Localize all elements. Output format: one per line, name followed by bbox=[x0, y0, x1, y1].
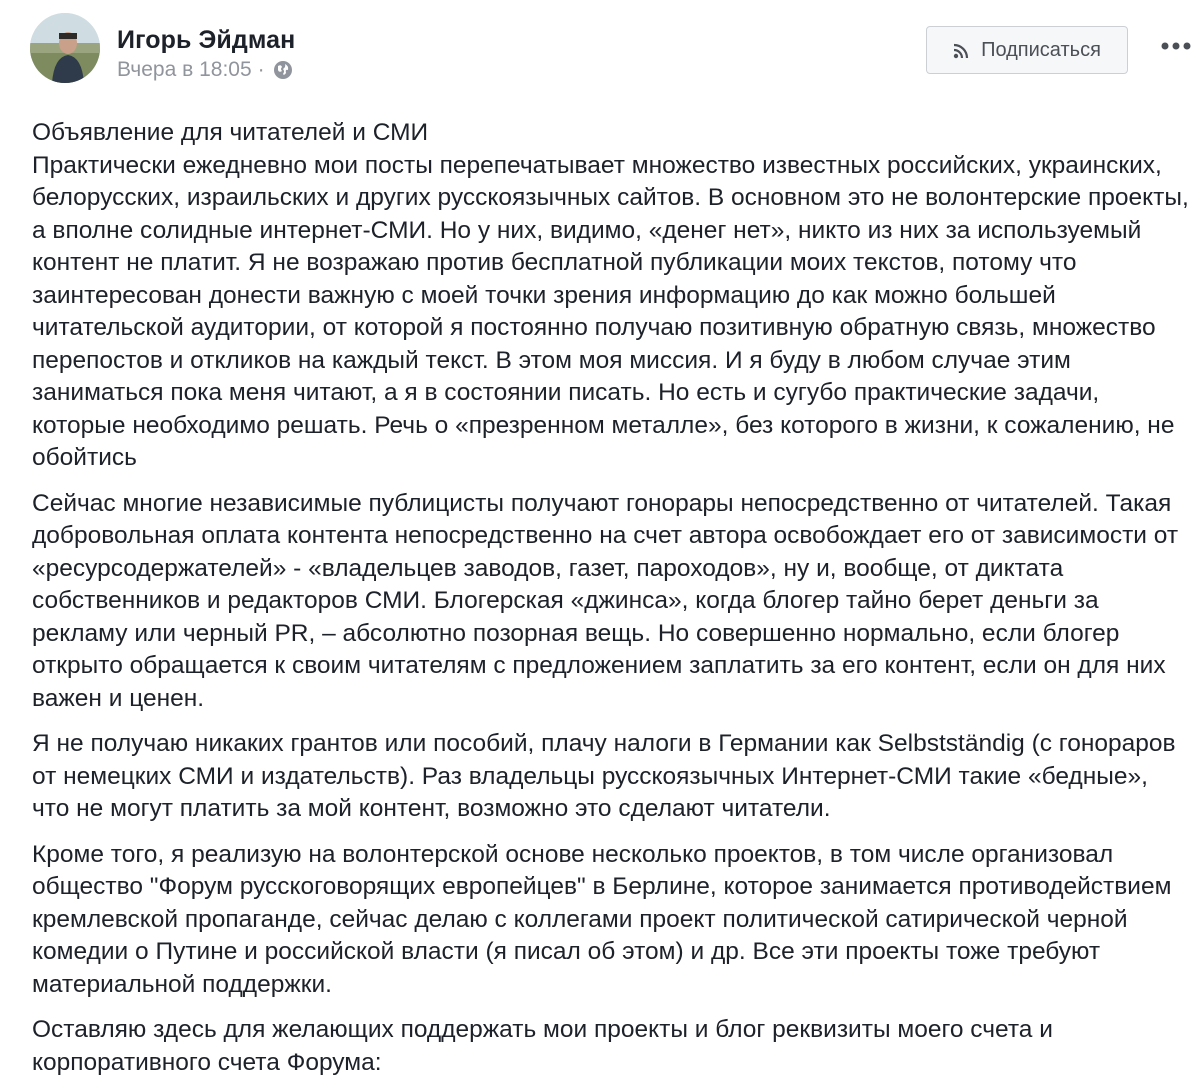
post-paragraph: Сейчас многие независимые публицисты получают гонорары непосредственно от читателей. Такая добровольная оплата контента непосредственно на счет автора освобождает его от зависимости от «ресурсодержателей» - «владельцев заводов, газет, пароходов», ну и, вообще, от диктата собственников и редакторов СМИ. Блогерская «джинса», когда блогер тайно берет деньги за рекламу или черный PR, – абсолютно позорная вещь. Но совершенно нормально, если блогер открыто обращается к своим читателям с предложением заплатить за его контент, если он для них важен и ценен. bbox=[32, 489, 1179, 712]
post-header bbox=[0, 0, 1200, 110]
author-name[interactable]: Игорь Эйдман bbox=[117, 26, 296, 54]
post-paragraph: Кроме того, я реализую на волонтерской основе несколько проектов, в том числе организовал общество "Форум русскоговорящих европейцев" в Берлине, которое занимается противодействием кремлевской пропаганде, сейчас делаю с коллегами проект политической сатирической черной комедии о Путине и российской власти (я писал об этом) и др. Все эти проекты тоже требуют материальной поддержки. bbox=[32, 840, 1172, 998]
post-paragraph: Объявление для читателей и СМИ Практически ежедневно мои посты перепечатывает множество известных российских, украинских, белорусских, израильских и других русскоязычных сайтов. В основном это не волонтерские проекты, а вполне солидные интернет-СМИ. Но у них, видимо, «денег нет», никто из них за используемый контент не платит. Я не возражаю против бесплатной публикации моих текстов, потому что заинтересован донести важную с моей точки зрения информацию до как можно большей читательской аудитории, от которой я постоянно получаю позитивную обратную связь, множество перепостов и откликов на каждый текст. В этом моя миссия. И я буду в любом случае этим заниматься пока меня читают, а я в состоянии писать. Но есть и сугубо практические задачи, которые необходимо решать. Речь о «презренном металле», без которого в жизни, к сожалению, не обойтись bbox=[32, 119, 1189, 471]
post-paragraph: Оставляю здесь для желающих поддержать мои проекты и блог реквизиты моего счета и корпоративного счета Форума: bbox=[32, 1016, 1053, 1076]
rss-icon bbox=[953, 42, 969, 58]
avatar[interactable] bbox=[30, 13, 100, 83]
globe-icon[interactable] bbox=[273, 60, 293, 80]
more-horizontal-icon[interactable] bbox=[1160, 38, 1192, 48]
subscribe-button[interactable] bbox=[926, 26, 1128, 74]
meta-separator: · bbox=[257, 58, 265, 81]
post-timestamp[interactable]: Вчера в 18:05 bbox=[117, 58, 252, 81]
post-body bbox=[32, 117, 1192, 1092]
post-paragraph: Я не получаю никаких грантов или пособий, плачу налоги в Германии как Selbstständig (с гонораров от немецких СМИ и издательств). Раз владельцы русскоязычных Интернет-СМИ такие «бедные», что не могут платить за мой контент, возможно это сделают читатели. bbox=[32, 730, 1176, 822]
avatar-photo bbox=[30, 13, 100, 83]
post-meta bbox=[117, 58, 293, 82]
subscribe-label: Подписаться bbox=[981, 38, 1101, 61]
